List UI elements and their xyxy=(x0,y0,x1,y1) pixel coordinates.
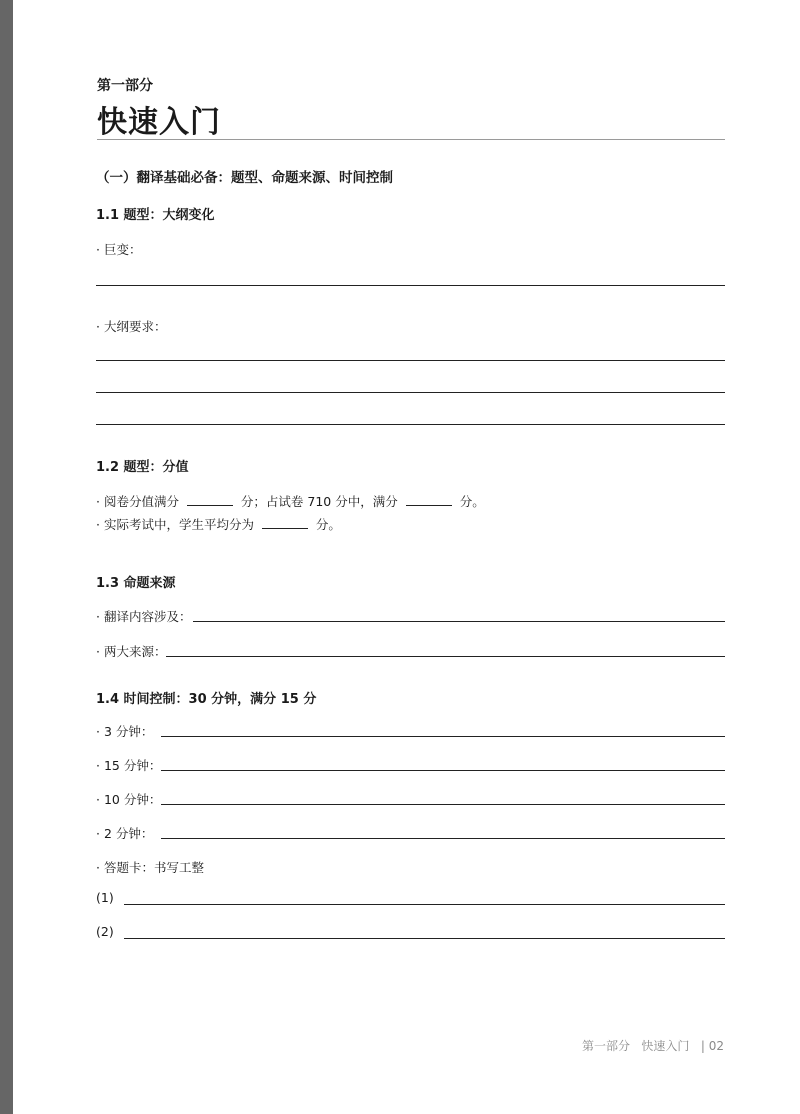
blank-max-score[interactable] xyxy=(406,493,452,506)
time-item-label: · 10 分钟： xyxy=(96,792,162,807)
numbered-item-label: (2) xyxy=(96,924,114,939)
answer-line[interactable] xyxy=(161,770,725,771)
answer-line[interactable] xyxy=(161,838,725,839)
answer-line[interactable] xyxy=(161,804,725,805)
blank-average-score[interactable] xyxy=(262,516,308,529)
score-line-1 xyxy=(96,492,485,510)
page-edge-bar xyxy=(0,0,13,1114)
answer-line[interactable] xyxy=(161,736,725,737)
subsection-1-3-title: 1.3 命题来源 xyxy=(96,576,176,591)
score-text-c: 分。 xyxy=(459,494,485,509)
score-text-d: · 实际考试中，学生平均分为 xyxy=(96,517,254,532)
score-text-b: 分；占试卷 710 分中，满分 xyxy=(240,494,398,509)
item-jubian-label: · 巨变： xyxy=(96,242,142,257)
answer-line[interactable] xyxy=(96,392,725,393)
item-sources-label: · 两大来源： xyxy=(96,644,167,659)
subsection-1-2-title: 1.2 题型：分值 xyxy=(96,460,189,475)
answer-line[interactable] xyxy=(124,938,725,939)
item-dagang-label: · 大纲要求： xyxy=(96,319,167,334)
item-content-label: · 翻译内容涉及： xyxy=(96,609,192,624)
subsection-1-1-title: 1.1 题型：大纲变化 xyxy=(96,208,215,223)
answer-line[interactable] xyxy=(193,621,725,622)
time-item-label: · 15 分钟： xyxy=(96,758,162,773)
time-item-label: · 3 分钟： xyxy=(96,724,154,739)
section-heading: （一）翻译基础必备：题型、命题来源、时间控制 xyxy=(96,170,393,186)
page-title: 快速入门 xyxy=(97,105,221,140)
answer-card-label: · 答题卡：书写工整 xyxy=(96,860,204,875)
subsection-1-4-title: 1.4 时间控制：30 分钟，满分 15 分 xyxy=(96,692,317,707)
score-line-2 xyxy=(96,515,341,533)
answer-line[interactable] xyxy=(96,424,725,425)
page-footer: 第一部分 快速入门 | 02 xyxy=(581,1039,724,1053)
title-divider xyxy=(97,139,725,140)
score-text-e: 分。 xyxy=(315,517,341,532)
blank-full-score[interactable] xyxy=(187,493,233,506)
part-label: 第一部分 xyxy=(97,78,153,94)
answer-line[interactable] xyxy=(96,360,725,361)
answer-line[interactable] xyxy=(124,904,725,905)
time-item-label: · 2 分钟： xyxy=(96,826,154,841)
score-text-a: · 阅卷分值满分 xyxy=(96,494,179,509)
answer-line[interactable] xyxy=(96,285,725,286)
numbered-item-label: (1) xyxy=(96,890,114,905)
answer-line[interactable] xyxy=(166,656,725,657)
